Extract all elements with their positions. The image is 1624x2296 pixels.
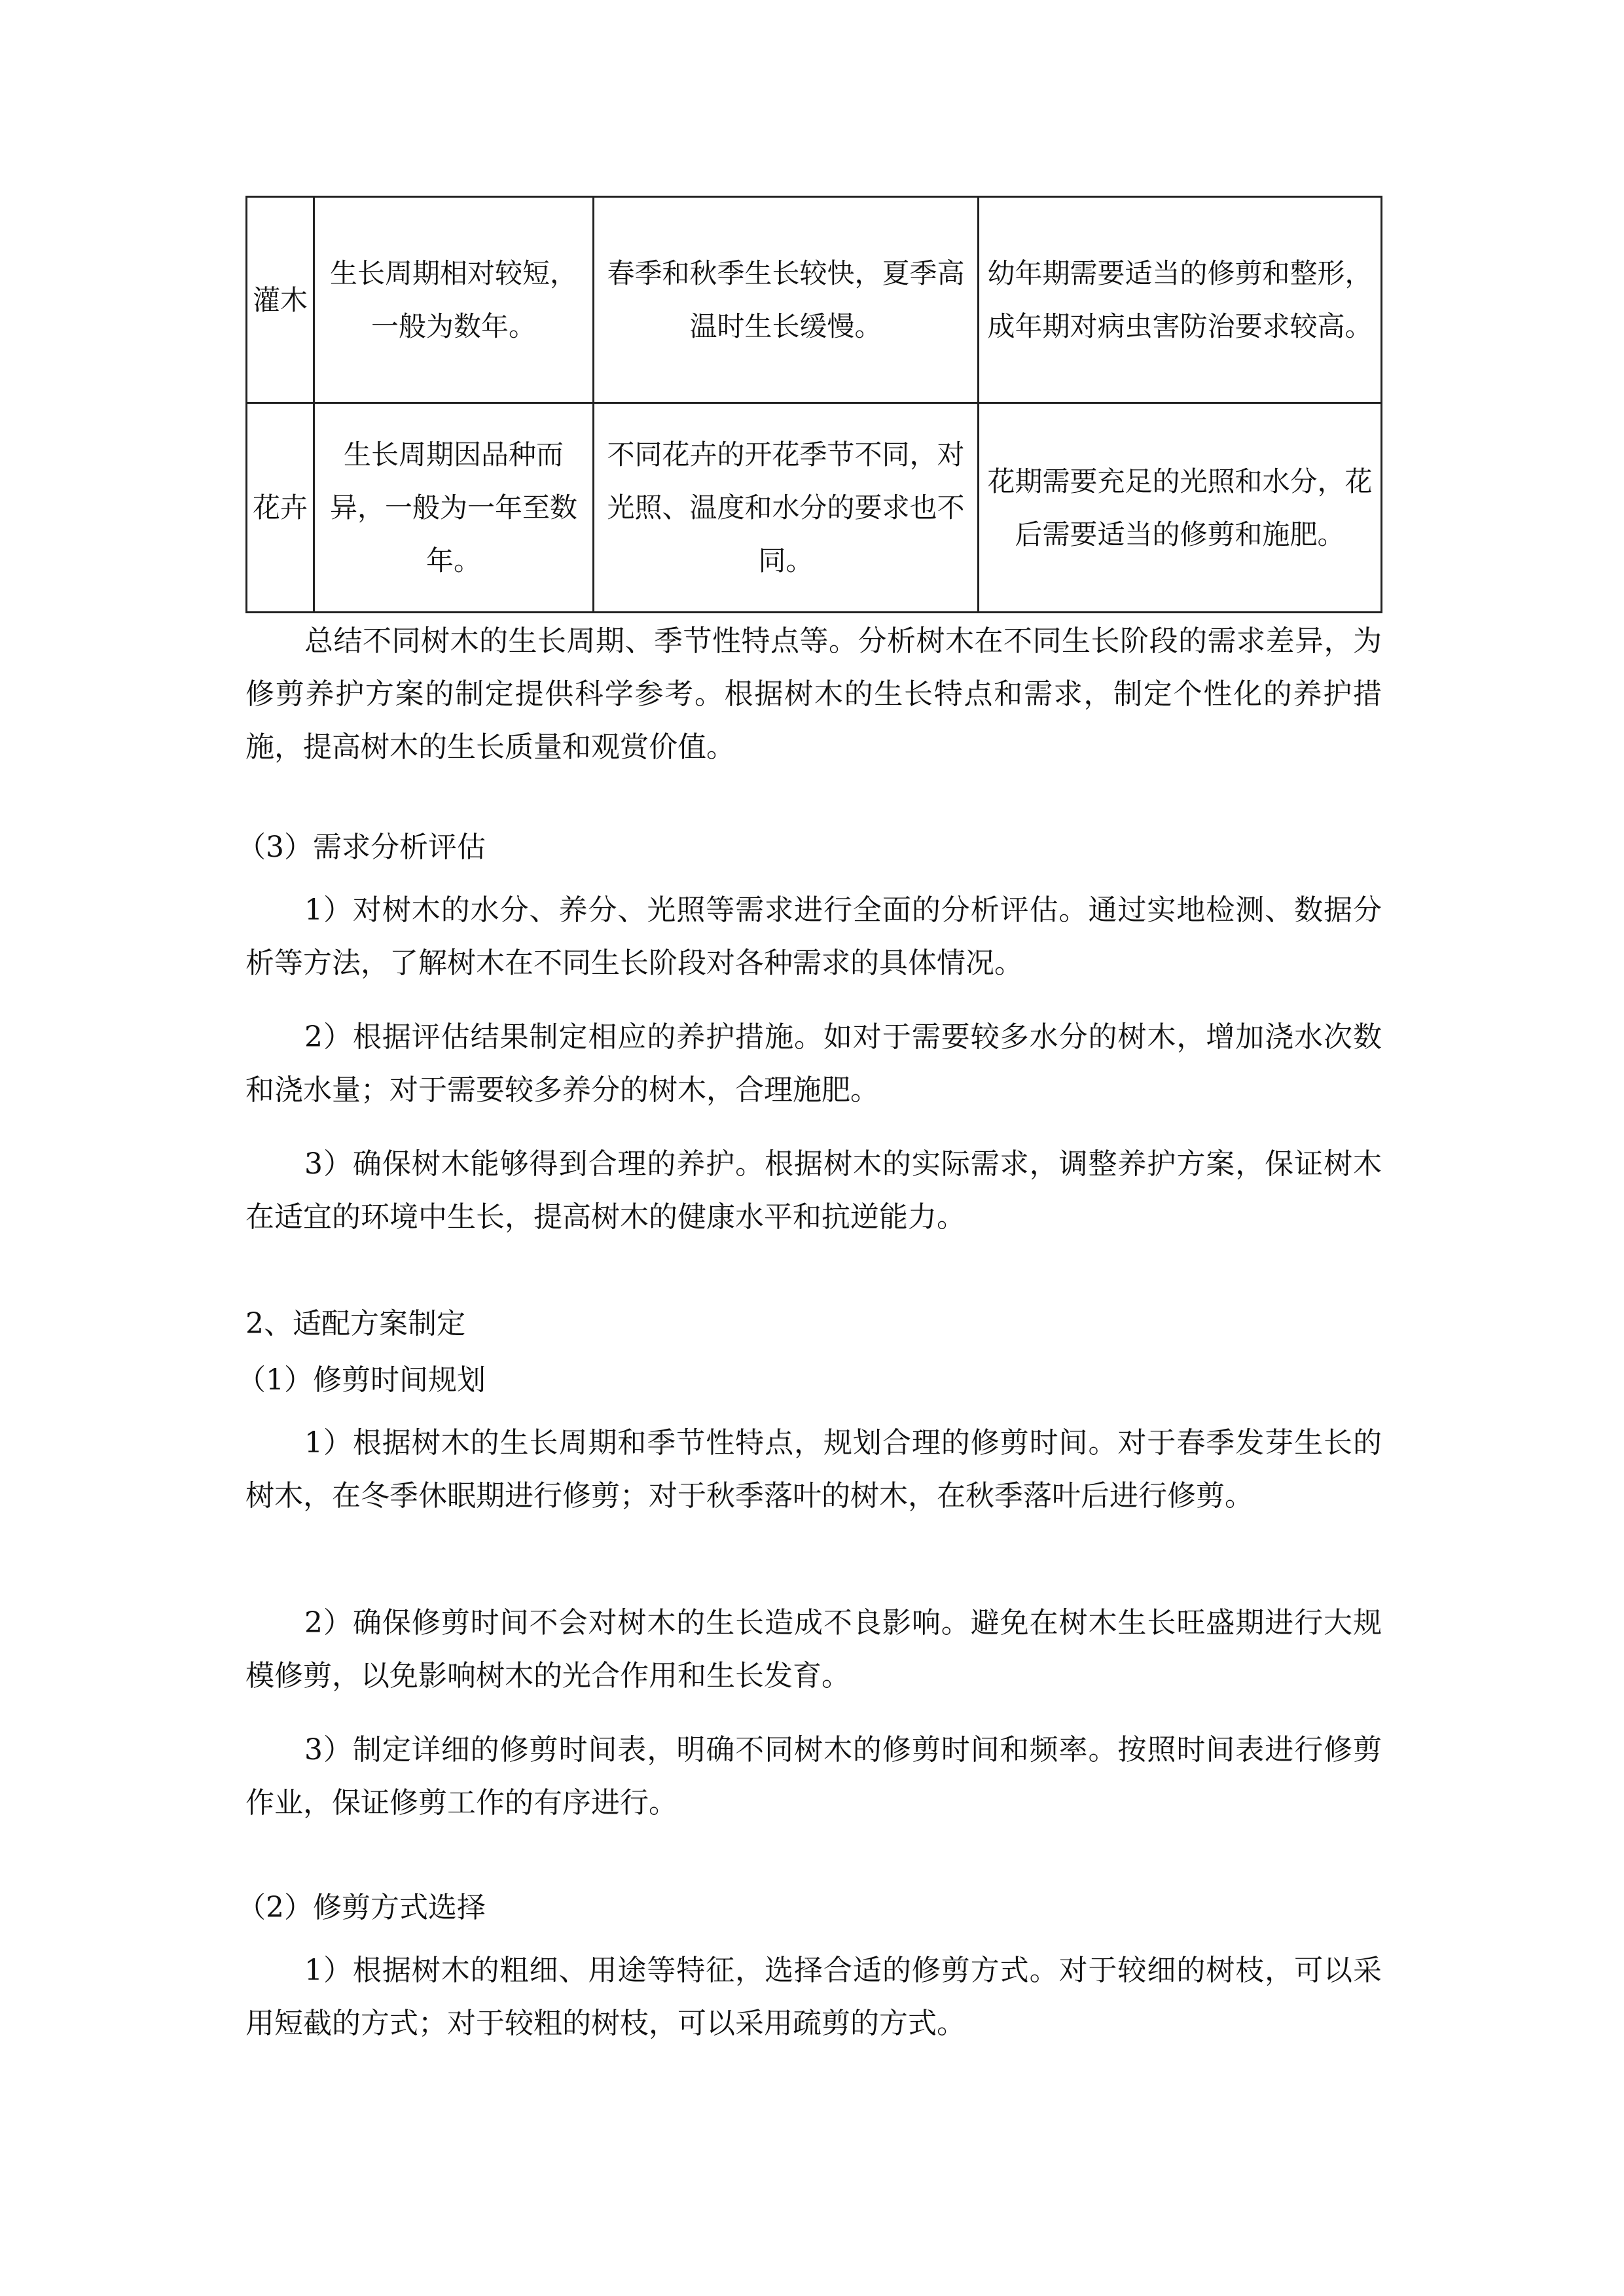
body-paragraph: 1）根据树木的粗细、用途等特征，选择合适的修剪方式。对于较细的树枝，可以采用短截的方式；对于较粗的树枝，可以采用疏剪的方式。: [245, 1954, 1382, 2040]
section-heading: （1）修剪时间规划: [237, 1363, 486, 1397]
growth-cycle-cell: 生长周期相对较短，一般为数年。: [314, 197, 594, 403]
seasonal-feature-cell: 春季和秋季生长较快，夏季高温时生长缓慢。: [594, 197, 979, 403]
body-paragraph: 2）根据评估结果制定相应的养护措施。如对于需要较多水分的树木，增加浇水次数和浇水量；对于需要较多养分的树木，合理施肥。: [245, 1020, 1382, 1107]
plant-type-cell: 花卉: [247, 403, 314, 613]
body-paragraph: 1）对树木的水分、养分、光照等需求进行全面的分析评估。通过实地检测、数据分析等方法，了解树木在不同生长阶段对各种需求的具体情况。: [245, 893, 1382, 980]
section-heading: （2）修剪方式选择: [237, 1891, 486, 1924]
chapter-heading: 2、适配方案制定: [245, 1307, 465, 1340]
summary-paragraph: 总结不同树木的生长周期、季节性特点等。分析树木在不同生长阶段的需求差异，为修剪养护方案的制定提供科学参考。根据树木的生长特点和需求，制定个性化的养护措施，提高树木的生长质量和观赏价值。: [245, 624, 1382, 764]
growth-characteristics-table: [245, 196, 1382, 613]
care-requirement-cell: 幼年期需要适当的修剪和整形，成年期对病虫害防治要求较高。: [979, 197, 1382, 403]
care-requirement-cell: 花期需要充足的光照和水分，花后需要适当的修剪和施肥。: [979, 403, 1382, 613]
table-row: [247, 403, 1382, 613]
section-heading: （3）需求分析评估: [237, 831, 486, 864]
body-paragraph: 1）根据树木的生长周期和季节性特点，规划合理的修剪时间。对于春季发芽生长的树木，在冬季休眠期进行修剪；对于秋季落叶的树木，在秋季落叶后进行修剪。: [245, 1426, 1382, 1513]
body-paragraph: 2）确保修剪时间不会对树木的生长造成不良影响。避免在树木生长旺盛期进行大规模修剪，以免影响树木的光合作用和生长发育。: [245, 1606, 1382, 1693]
seasonal-feature-cell: 不同花卉的开花季节不同，对光照、温度和水分的要求也不同。: [594, 403, 979, 613]
table-row: [247, 197, 1382, 403]
body-paragraph: 3）制定详细的修剪时间表，明确不同树木的修剪时间和频率。按照时间表进行修剪作业，保证修剪工作的有序进行。: [245, 1733, 1382, 1820]
plant-type-cell: 灌木: [247, 197, 314, 403]
growth-cycle-cell: 生长周期因品种而异，一般为一年至数年。: [314, 403, 594, 613]
body-paragraph: 3）确保树木能够得到合理的养护。根据树木的实际需求，调整养护方案，保证树木在适宜的环境中生长，提高树木的健康水平和抗逆能力。: [245, 1147, 1382, 1234]
